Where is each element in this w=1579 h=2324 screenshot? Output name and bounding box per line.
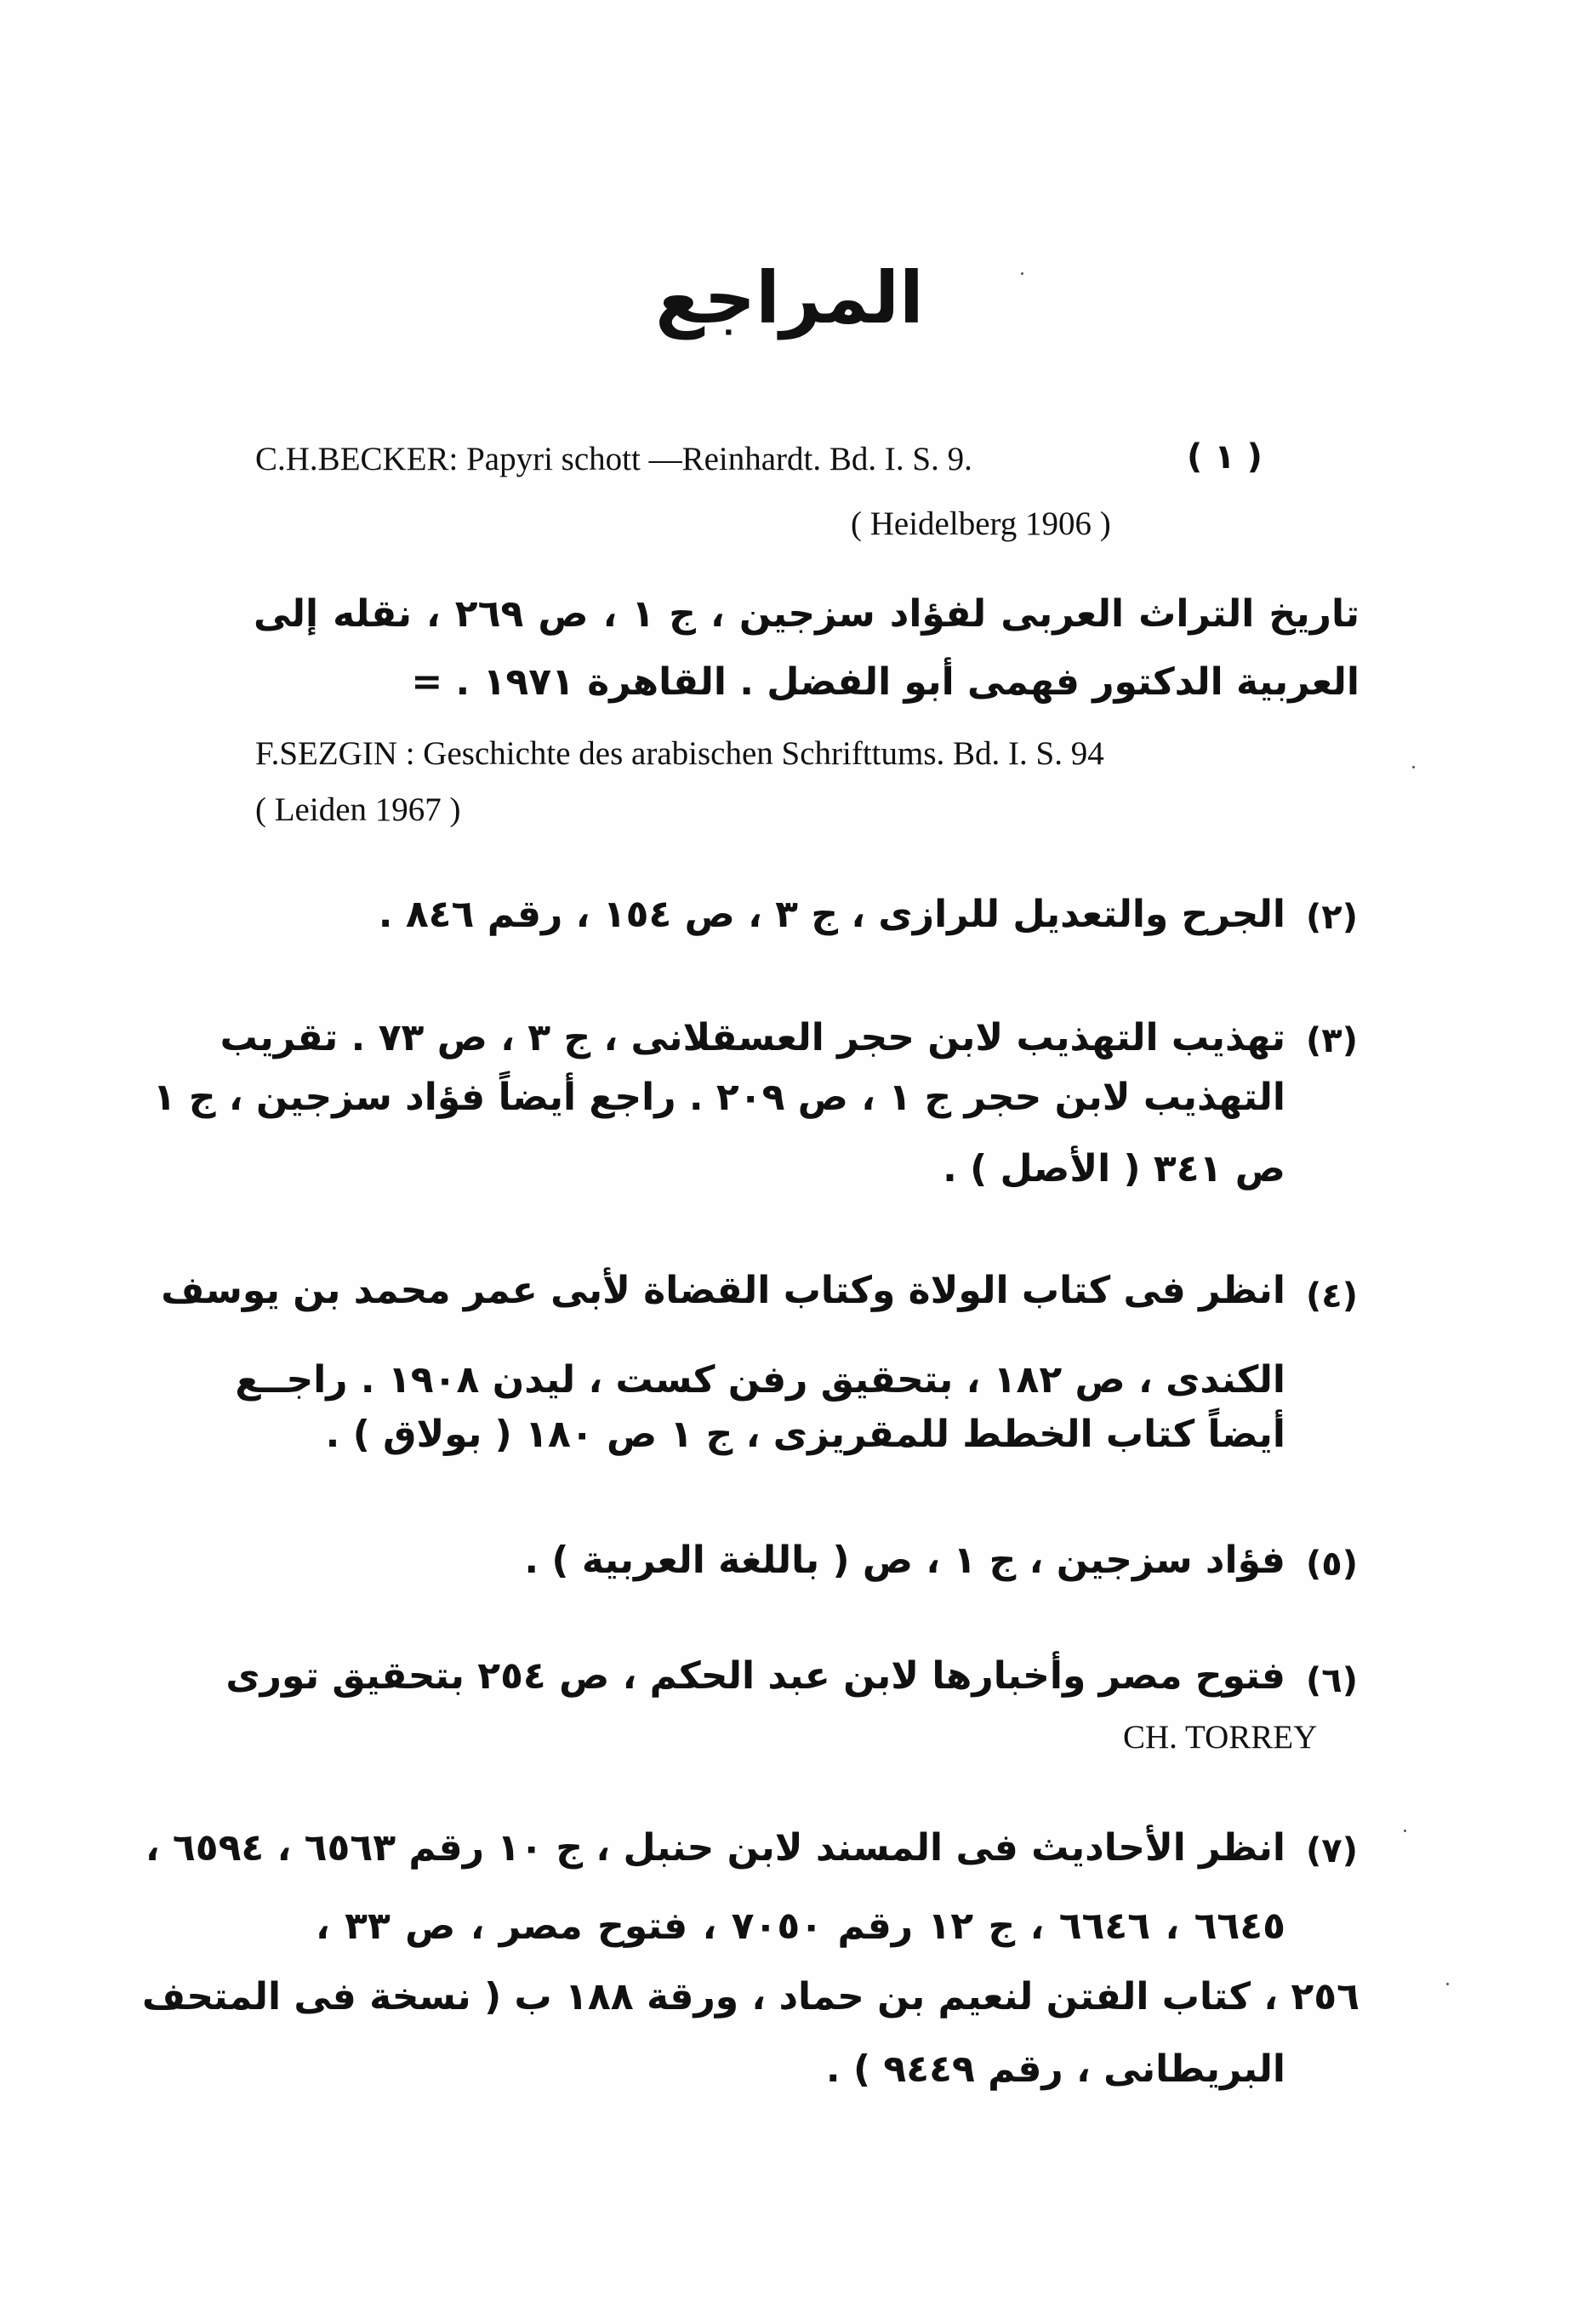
reference-number-3: (٣) bbox=[1306, 1021, 1358, 1060]
reference-4-line-3: أيضاً كتاب الخطط للمقريزى ، ج ١ ص ١٨٠ ( بولاق ) . bbox=[325, 1413, 1285, 1456]
reference-number-4: (٤) bbox=[1306, 1276, 1358, 1316]
reference-number-2: (٢) bbox=[1306, 898, 1358, 937]
page-title: المراجع bbox=[655, 256, 924, 340]
scan-speck bbox=[1021, 272, 1023, 275]
reference-1b-line-3: F.SEZGIN : Geschichte des arabischen Schrifttums. Bd. I. S. 94 bbox=[255, 735, 1104, 772]
scan-speck bbox=[1404, 1830, 1406, 1832]
reference-number-1: ( ١ ) bbox=[1187, 437, 1263, 477]
reference-6-line-2: CH. TORREY bbox=[1123, 1719, 1318, 1756]
reference-4-line-2: الكندى ، ص ١٨٢ ، بتحقيق رفن كست ، ليدن ١٩٠٨ . راجــع bbox=[235, 1358, 1285, 1402]
reference-1b-line-2: العربية الدكتور فهمى أبو الفضل . القاهرة ١٩٧١ . = bbox=[411, 660, 1360, 704]
scan-speck bbox=[1412, 766, 1415, 768]
reference-3-line-2: التهذيب لابن حجر ج ١ ، ص ٢٠٩ . راجع أيضاً فؤاد سزجين ، ج ١ bbox=[152, 1076, 1285, 1119]
reference-1-line-1: C.H.BECKER: Papyri schott —Reinhardt. Bd. I. S. 9. bbox=[255, 441, 972, 477]
scan-speck bbox=[1446, 1983, 1449, 1985]
reference-1b-line-1: تاريخ التراث العربى لفؤاد سزجين ، ج ١ ، ص ٢٦٩ ، نقله إلى bbox=[254, 592, 1360, 636]
reference-7-line-4: البريطانى ، رقم ٩٤٤٩ ) . bbox=[825, 2047, 1285, 2091]
reference-7-line-3: ٢٥٦ ، كتاب الفتن لنعيم بن حماد ، ورقة ١٨٨ ب ( نسخة فى المتحف bbox=[141, 1975, 1360, 2019]
reference-3-line-1: تهذيب التهذيب لابن حجر العسقلانى ، ج ٣ ، ص ٧٣ . تقريب bbox=[219, 1016, 1285, 1059]
reference-number-7: (٧) bbox=[1306, 1831, 1358, 1870]
reference-6-line-1: فتوح مصر وأخبارها لابن عبد الحكم ، ص ٢٥٤ بتحقيق تورى bbox=[225, 1654, 1285, 1698]
reference-number-5: (٥) bbox=[1306, 1545, 1358, 1584]
reference-5-line-1: فؤاد سزجين ، ج ١ ، ص ( باللغة العربية ) . bbox=[524, 1539, 1285, 1582]
reference-7-line-1: انظر الأحاديث فى المسند لابن حنبل ، ج ١٠ رقم ٦٥٦٣ ، ٦٥٩٤ ، bbox=[145, 1826, 1285, 1870]
reference-number-6: (٦) bbox=[1306, 1661, 1358, 1700]
reference-2-line-1: الجرح والتعديل للرازى ، ج ٣ ، ص ١٥٤ ، رقم ٨٤٦ . bbox=[378, 893, 1285, 936]
reference-4-line-1: انظر فى كتاب الولاة وكتاب القضاة لأبى عمر محمد بن يوسف bbox=[161, 1269, 1285, 1312]
reference-7-line-2: ٦٦٤٥ ، ٦٦٤٦ ، ج ١٢ رقم ٧٠٥٠ ، فتوح مصر ، ص ٣٣ ، bbox=[316, 1904, 1285, 1948]
reference-1-line-2: ( Heidelberg 1906 ) bbox=[851, 505, 1111, 542]
reference-3-line-3: ص ٣٤١ ( الأصل ) . bbox=[943, 1147, 1285, 1191]
reference-1b-line-4: ( Leiden 1967 ) bbox=[255, 791, 461, 828]
